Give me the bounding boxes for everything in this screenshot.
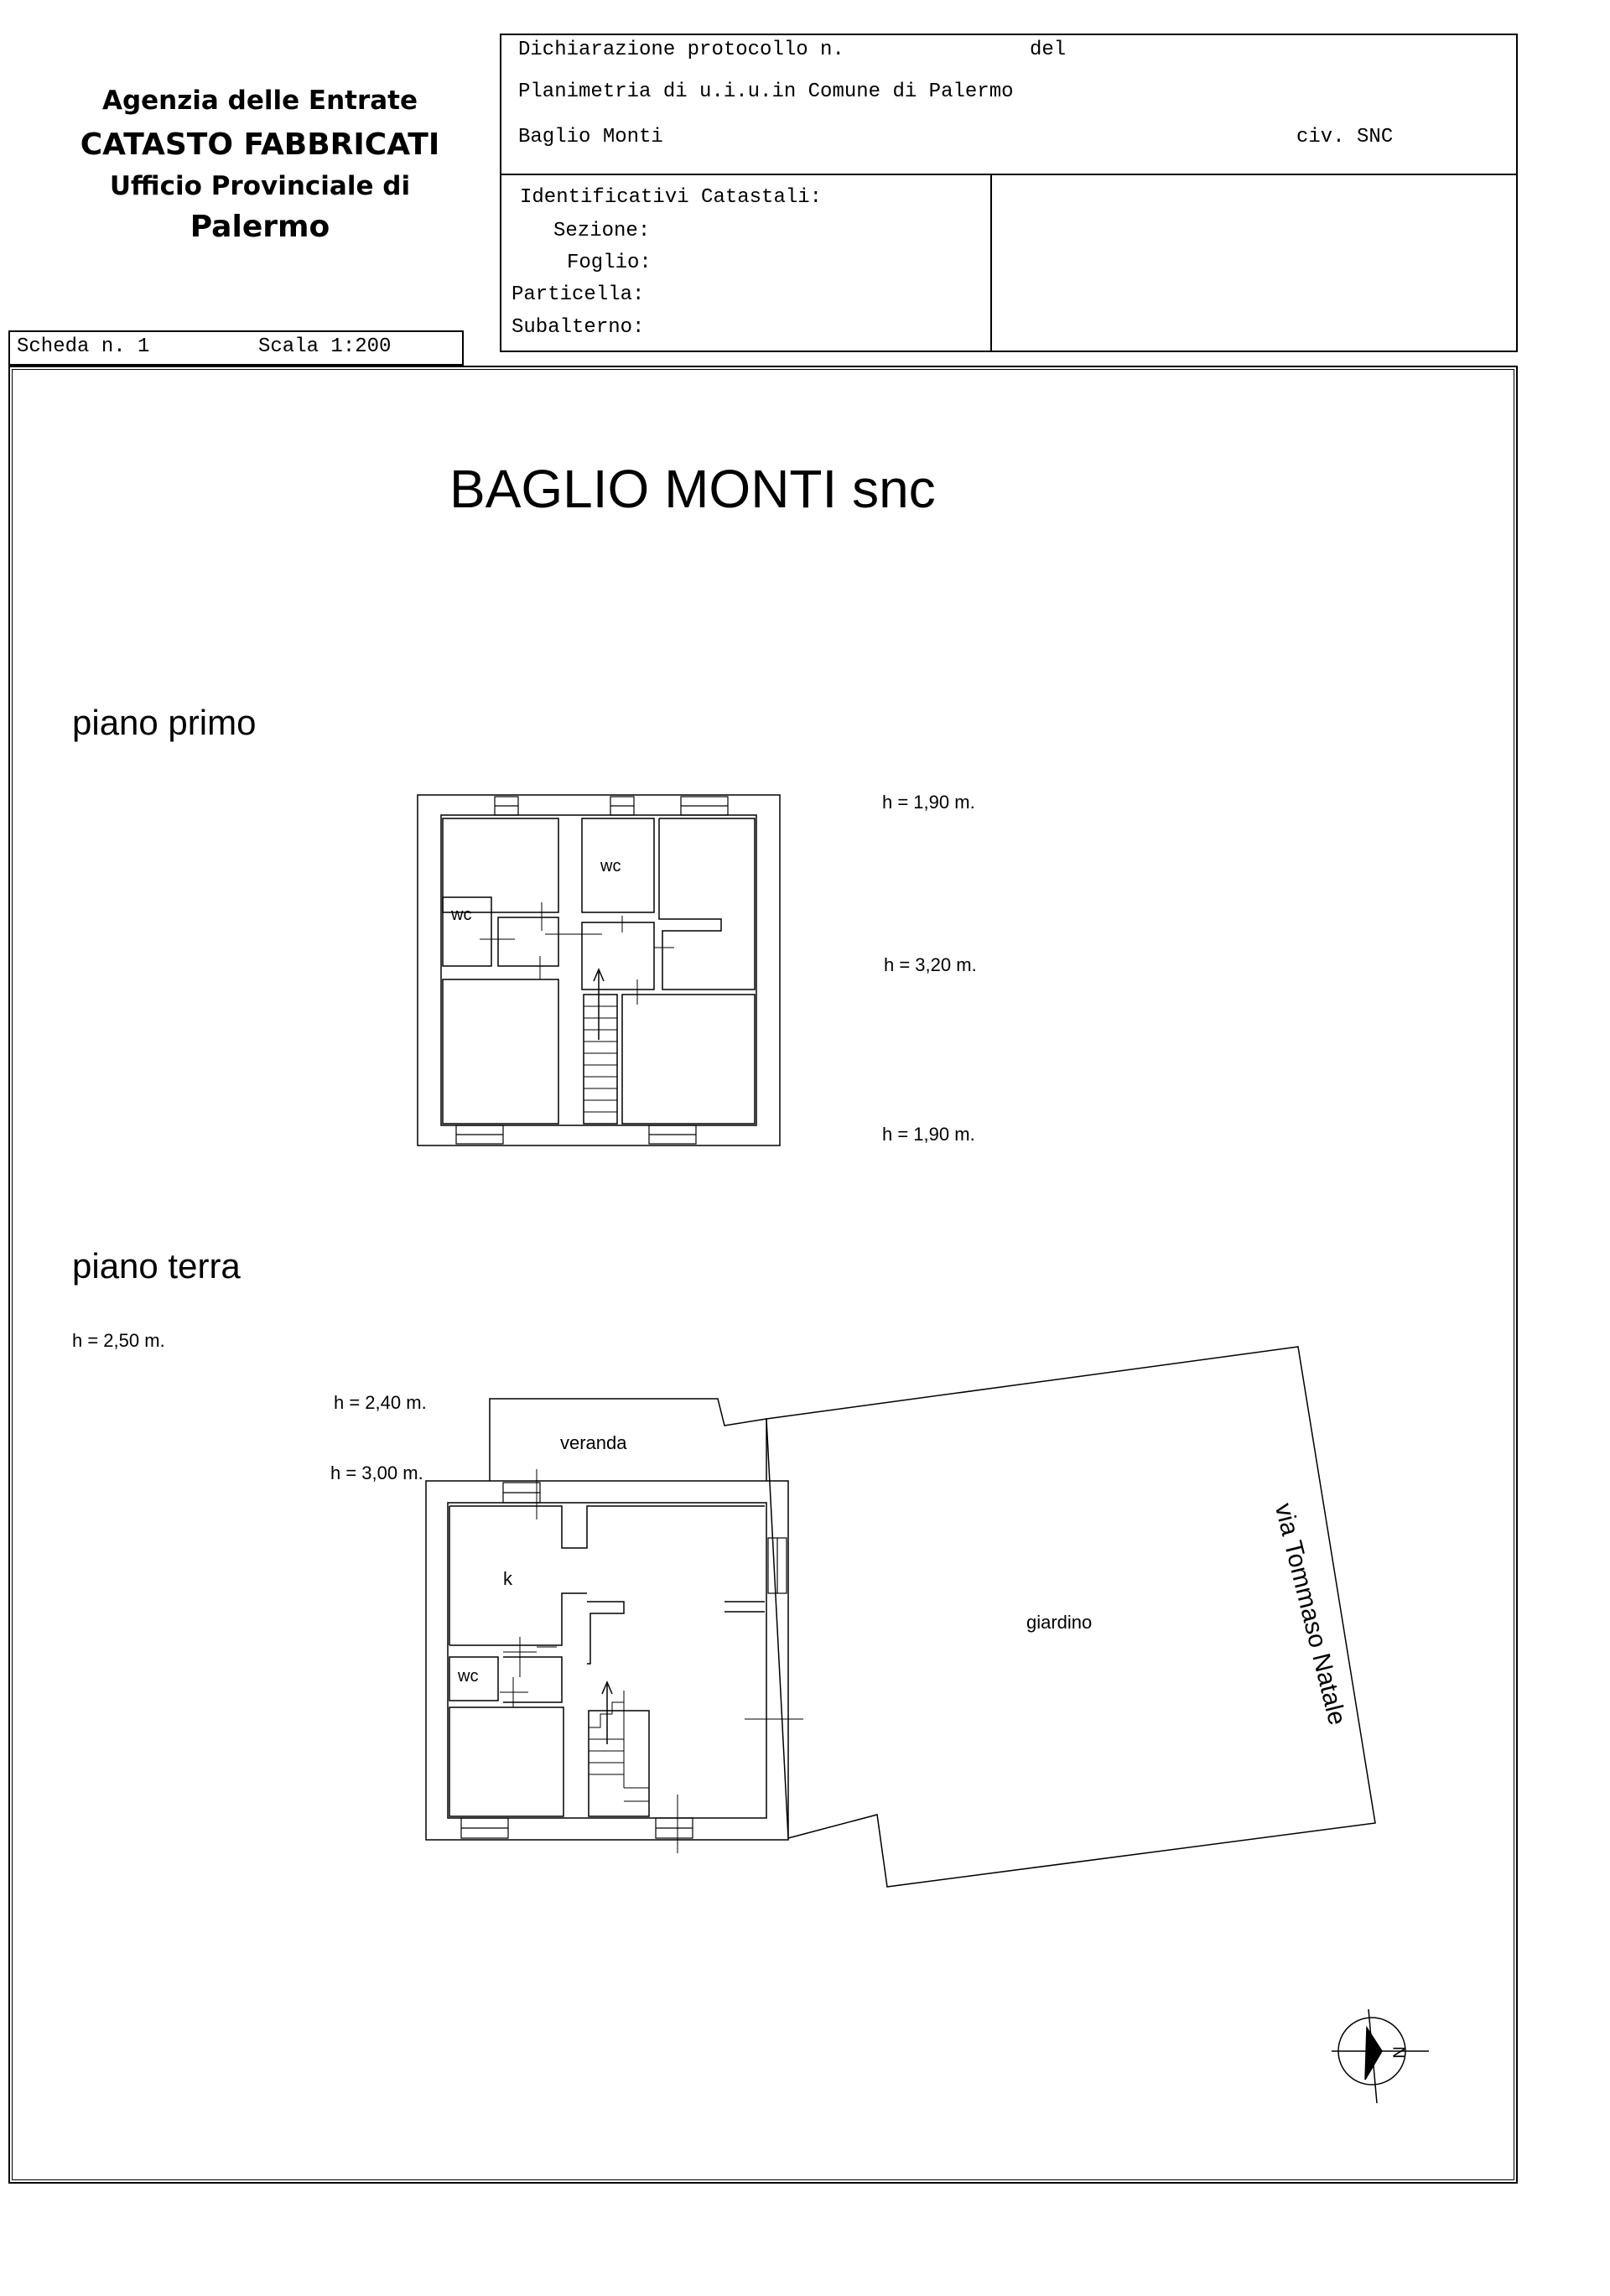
sezione-label: Sezione: — [553, 220, 651, 242]
agency-name: Agenzia delle Entrate — [101, 86, 418, 116]
gf-room-bottom-left — [449, 1707, 564, 1816]
first-floor-plan — [418, 795, 780, 1145]
house-height: h = 3,00 m. — [330, 1462, 423, 1483]
agency-department: CATASTO FABBRICATI — [80, 127, 440, 162]
identifiers-title: Identificativi Catastali: — [520, 186, 823, 209]
first-floor-label: piano primo — [72, 703, 257, 742]
ground-floor-plan — [426, 1347, 1375, 1887]
particella-label: Particella: — [512, 283, 645, 306]
civic-number: civ. SNC — [1296, 126, 1394, 148]
garden-label: giardino — [1026, 1612, 1093, 1633]
ff-room-bottom-left — [443, 979, 558, 1124]
protocol-label: Dichiarazione protocollo n. — [518, 39, 844, 61]
first-floor-height-middle: h = 3,20 m. — [884, 954, 977, 975]
ff-room-bottom-right — [622, 995, 755, 1124]
kitchen-label: k — [503, 1568, 512, 1589]
first-floor-height-bottom: h = 1,90 m. — [882, 1124, 975, 1145]
ground-floor-label: piano terra — [72, 1246, 241, 1286]
drawing-title: BAGLIO MONTI snc — [449, 459, 936, 519]
scheda-number: Scheda n. 1 — [17, 335, 150, 358]
gf-stairs — [589, 1711, 649, 1816]
ff-stairs — [584, 995, 617, 1124]
plan-label: Planimetria di u.i.u.in Comune di Palermo — [518, 81, 1014, 103]
compass-north-label: N — [1389, 2046, 1408, 2059]
street-label: via Tommaso Natale — [1269, 1500, 1352, 1728]
veranda-label: veranda — [560, 1432, 627, 1453]
foglio-label: Foglio: — [567, 252, 652, 274]
ground-floor-height: h = 2,50 m. — [72, 1330, 165, 1351]
ff-room-top-left — [443, 818, 558, 912]
ff-room-top-right — [659, 818, 755, 990]
protocol-del: del — [1030, 39, 1067, 61]
subalterno-label: Subalterno: — [512, 316, 645, 339]
compass-icon — [1332, 2009, 1429, 2103]
agency-city: Palermo — [190, 210, 330, 244]
agency-office: Ufficio Provinciale di — [109, 171, 411, 201]
address: Baglio Monti — [518, 126, 663, 148]
first-floor-wc-left-label: wc — [451, 906, 472, 924]
veranda-height: h = 2,40 m. — [334, 1392, 427, 1413]
gf-kitchen — [449, 1506, 765, 1548]
ground-wc-label: wc — [458, 1667, 479, 1686]
first-floor-height-top: h = 1,90 m. — [882, 792, 975, 813]
scheda-scale: Scala 1:200 — [258, 335, 392, 358]
first-floor-wc-top-label: wc — [600, 857, 621, 875]
veranda-outline — [490, 1399, 766, 1481]
